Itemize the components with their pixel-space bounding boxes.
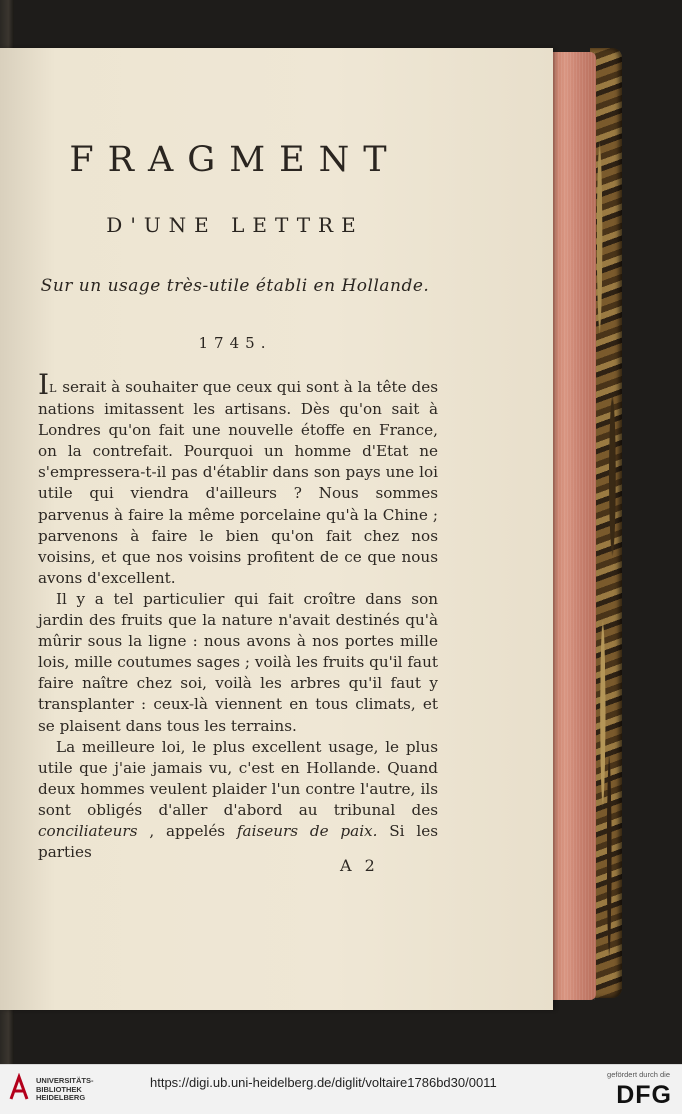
italic-conciliateurs: conciliateurs — [38, 821, 138, 840]
funding-label: gefördert durch die — [607, 1070, 670, 1079]
paragraph-3-text-c: Si les parties — [38, 821, 438, 862]
body-text — [38, 368, 438, 863]
university-library-logo-icon[interactable] — [8, 1073, 30, 1103]
footer-bar — [0, 1064, 682, 1114]
document-year: 1745. — [198, 334, 272, 352]
library-name: UNIVERSITÄTS- BIBLIOTHEK HEIDELBERG — [36, 1076, 94, 1102]
paragraph-1-text: serait à souhaiter que ceux qui sont à la tête des nations imitassent les artisans. Dès qu'on sait à Londres qu'on fait une nouvelle étoffe en France, on la contrefait. Pourquoi un homme d'Etat ne s'empressera-t-il pas d'établir dans son pays une loi utile qui viendra d'ailleurs ? Nous sommes parvenus à faire la même porcelaine qu'à la Chine ; parvenons à faire le bien qu'on fait chez nos voisins, et que nos voisins profitent de ce que nous avons d'excellent. — [38, 378, 438, 587]
signature-mark: A 2 — [340, 856, 379, 875]
paragraph-3-text-a: La meilleure loi, le plus excellent usage, le plus utile que j'aie jamais vu, c'est en Hollande. Quand deux hommes veulent plaider l'un contre l'autre, ils sont obligés d'aller d'abord au tribunal des — [38, 737, 438, 819]
paragraph-2: Il y a tel particulier qui fait croître dans son jardin des fruits que la nature n'avait destinés qu'à mûrir sous la ligne : nous avons à nos portes mille lois, mille coutumes sages ; voilà les fruits qu'il faut faire naître chez soi, voilà les arbres qu'il faut y transplanter : ceux-là viennent en tous climats, et se plaisent dans tous les terrains. — [38, 589, 438, 735]
page-fore-edge — [552, 52, 596, 1000]
page-url-link[interactable]: https://digi.ub.uni-heidelberg.de/diglit/voltaire1786bd30/0011 — [150, 1075, 497, 1090]
italic-faiseurs-de-paix: faiseurs de paix. — [236, 821, 378, 840]
document-subtitle: D'UNE LETTRE — [106, 213, 364, 237]
small-cap: L — [49, 382, 58, 395]
paragraph-1 — [38, 368, 438, 589]
document-title: FRAGMENT — [69, 140, 401, 180]
paragraph-3 — [38, 737, 438, 864]
book-page — [0, 48, 553, 1010]
document-subject: Sur un usage très-utile établi en Hollande. — [40, 276, 430, 296]
drop-cap: I — [38, 368, 50, 401]
dfg-logo[interactable]: DFG — [616, 1081, 672, 1109]
paragraph-3-text-b: , appelés — [137, 821, 237, 840]
